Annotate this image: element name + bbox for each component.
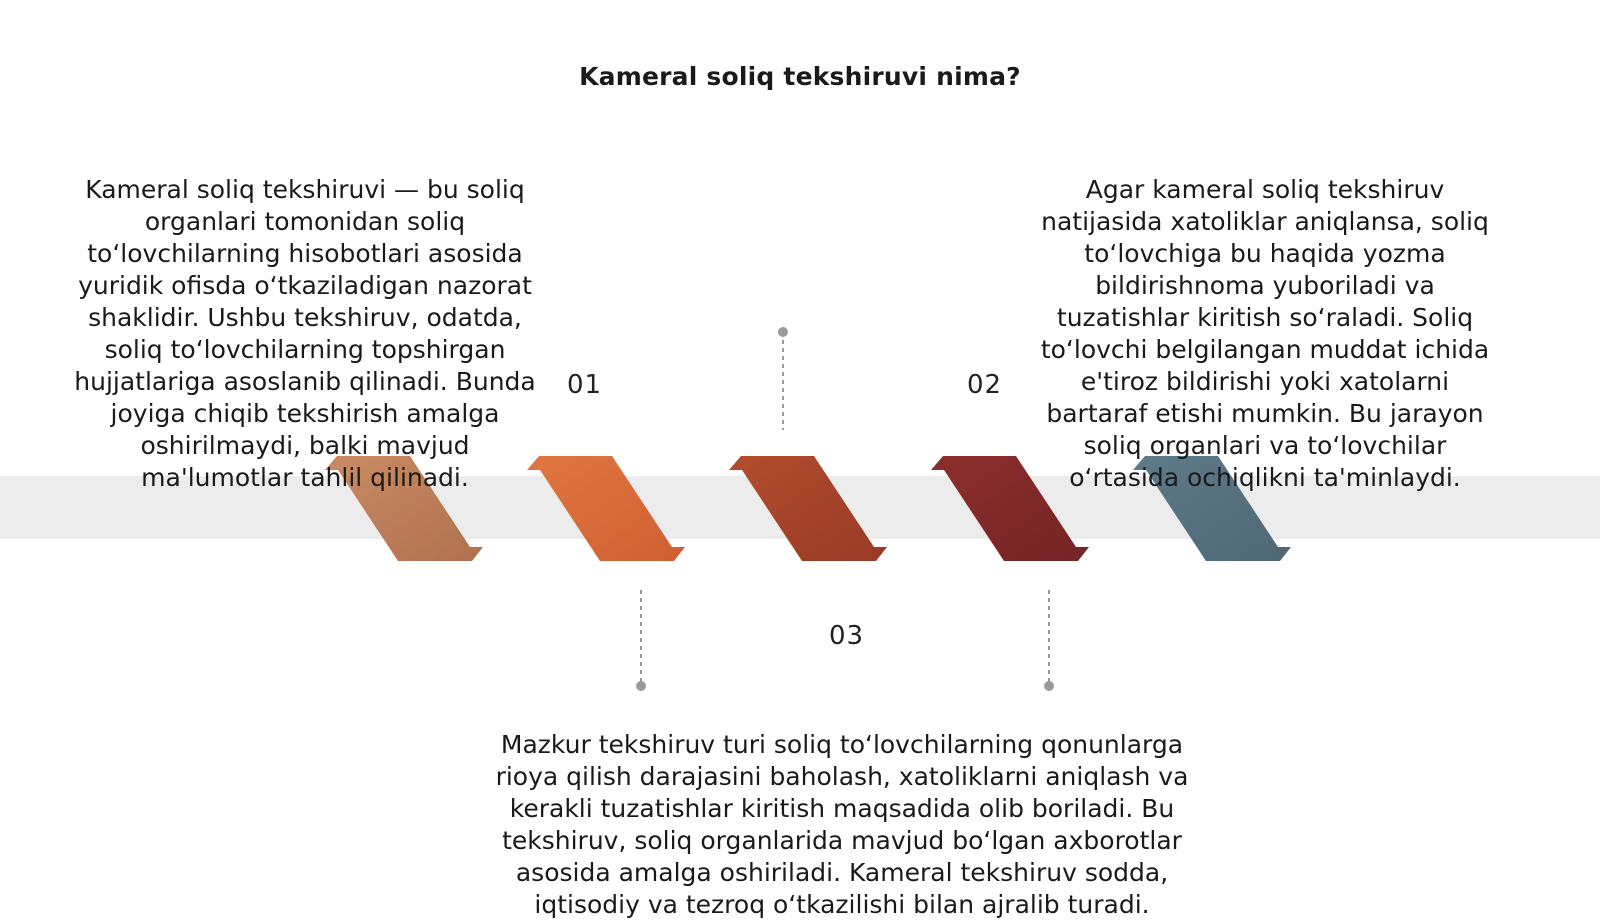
connector-bottom-left — [636, 590, 646, 691]
step-number-01: 01 — [567, 370, 603, 400]
connector-top — [778, 327, 788, 430]
step-text-03: Mazkur tekshiruv turi soliq to‘lovchilarning qonunlarga rioya qilish darajasini baholash, xatoliklarni aniqlash va kerakli tuzatishlar kiritish maqsadida olib boriladi. Bu tekshiruv, soliq organlarida mavjud bo‘lgan axborotlar asosida amalga oshiriladi. Kameral tekshiruv sodda, iqtisodiy va tezroq o‘tkazilishi bilan ajralib turadi. — [495, 730, 1189, 919]
step-number-02: 02 — [967, 370, 1003, 400]
step-number-03: 03 — [829, 621, 865, 651]
step-text-01: Kameral soliq tekshiruvi — bu soliq organlari tomonidan soliq to‘lovchilarning hisobotlari asosida yuridik ofisda o‘tkaziladigan nazorat shaklidir. Ushbu tekshiruv, odatda, soliq to‘lovchilarning topshirgan hujjatlariga asoslanib qilinadi. Bunda joyiga chiqib tekshirish amalga oshirilmaydi, balki mavjud ma'lumotlar tahlil qilinadi. — [74, 175, 536, 492]
connector-bottom-right — [1044, 590, 1054, 691]
page-title: Kameral soliq tekshiruvi nima? — [579, 62, 1021, 91]
step-text-02: Agar kameral soliq tekshiruv natijasida xatoliklar aniqlansa, soliq to‘lovchiga bu haqida yozma bildirishnoma yuboriladi va tuzatishlar kiritish so‘raladi. Soliq to‘lovchi belgilangan muddat ichida e'tiroz bildirishi yoki xatolarni bartaraf etishi mumkin. Bu jarayon soliq organlari va to‘lovchilar o‘rtasida ochiqlikni ta'minlaydi. — [1040, 175, 1490, 492]
